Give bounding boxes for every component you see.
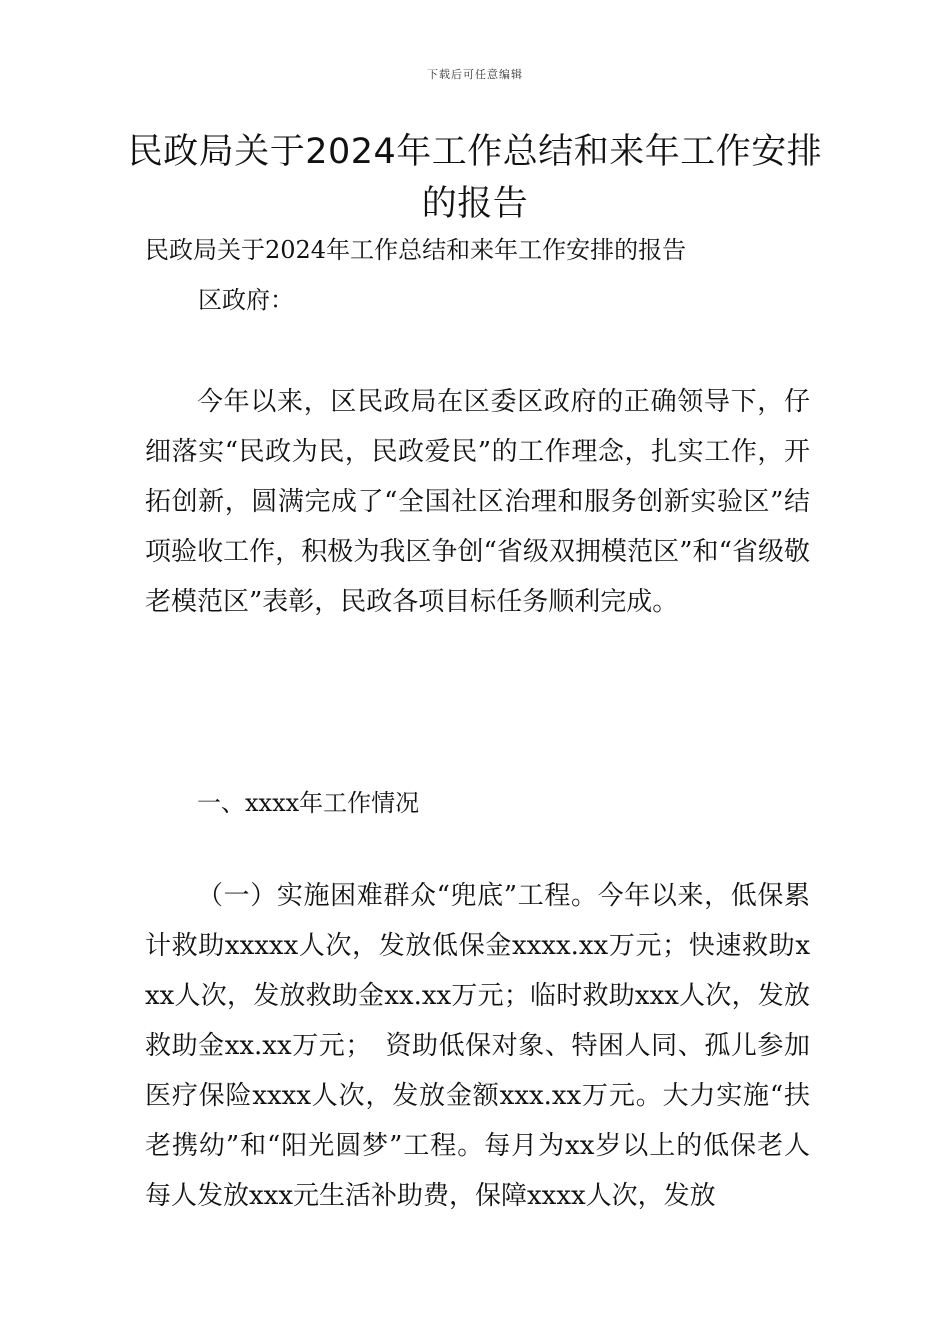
header-note: 下载后可任意编辑 [427, 68, 523, 81]
document-subtitle: 民政局关于2024年工作总结和来年工作安排的报告 [145, 236, 687, 264]
salutation: 区政府： [198, 286, 294, 314]
section-heading: 一、xxxx年工作情况 [197, 789, 420, 817]
intro-paragraph: 今年以来，区民政局在区委区政府的正确领导下，仔细落实“民政为民，民政爱民”的工作理念，扎实工作，开拓创新，圆满完成了“全国社区治理和服务创新实验区”结项验收工作，积极为我区争创“省级双拥模范区”和“省级敬老模范区”表彰，民政各项目标任务顺利完成。 [145, 387, 810, 617]
section-one-paragraph: （一）实施困难群众“兜底”工程。今年以来，低保累计救助xxxxx人次，发放低保金xxxx.xx万元；快速救助xxx人次，发放救助金xx.xx万元；临时救助xxx人次，发放救助金xx.xx万元； 资助低保对象、特困人同、孤儿参加医疗保险xxxx人次，发放金额xxx.xx万元。大力实施“扶老携幼”和“阳光圆梦”工程。每月为xx岁以上的低保老人每人发放xxx元生活补助费，保障xxxx人次，发放 [145, 881, 810, 1211]
document-title: 民政局关于2024年工作总结和来年工作安排的报告 [127, 132, 823, 224]
